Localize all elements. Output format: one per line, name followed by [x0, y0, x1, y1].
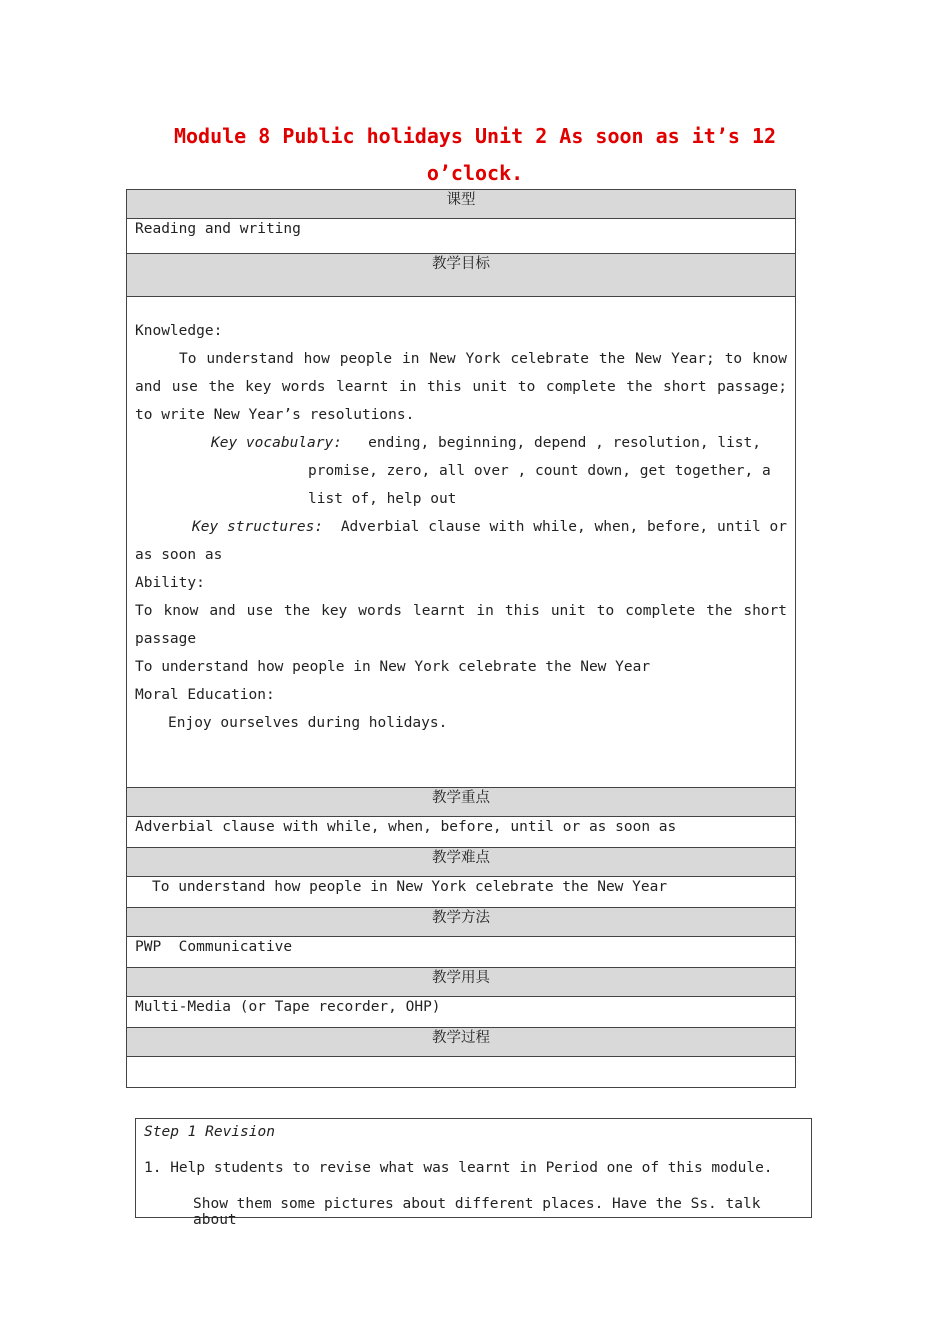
- key-vocab-label: Key vocabulary:: [211, 435, 342, 451]
- ability-line1: To know and use the key words learnt in this unit to complete the short passage: [135, 603, 787, 647]
- key-vocab-line3: list of, help out: [308, 491, 457, 507]
- moral-label: Moral Education:: [135, 687, 275, 703]
- knowledge-text: To understand how people in New York celebrate the New Year; to know and use the key words learnt in this unit to complete the short passage; to write New Year’s resolutions.: [135, 351, 787, 423]
- difficulties-heading: 教学难点: [127, 848, 796, 877]
- methods-heading: 教学方法: [127, 908, 796, 937]
- document-title-line2: o’clock.: [426, 161, 524, 185]
- moral-text: Enjoy ourselves during holidays.: [168, 715, 448, 731]
- methods-content: PWP Communicative: [127, 937, 796, 968]
- process-content: [127, 1057, 796, 1088]
- step1-box: [135, 1118, 812, 1228]
- key-structures-label: Key structures:: [192, 519, 324, 535]
- ability-line2: To understand how people in New York celebrate the New Year: [135, 659, 651, 675]
- objectives-heading: 教学目标: [127, 254, 796, 297]
- step1-title: Step 1 Revision: [144, 1124, 275, 1140]
- document-title-line1: Module 8 Public holidays Unit 2 As soon as it’s 12: [173, 124, 777, 148]
- aids-heading: 教学用具: [127, 968, 796, 997]
- key-points-content: Adverbial clause with while, when, before, until or as soon as: [127, 817, 796, 848]
- key-vocab-line1: ending, beginning, depend , resolution, list,: [368, 435, 761, 451]
- process-heading: 教学过程: [127, 1028, 796, 1057]
- difficulties-content: To understand how people in New York celebrate the New Year: [127, 877, 796, 908]
- step1-item1-continued: Show them some pictures about different places. Have the Ss. talk about: [193, 1196, 761, 1228]
- aids-content: Multi-Media (or Tape recorder, OHP): [127, 997, 796, 1028]
- course-type-heading: 课型: [127, 190, 796, 219]
- knowledge-label: Knowledge:: [135, 323, 223, 339]
- key-vocab-line2: promise, zero, all over , count down, get together, a: [308, 463, 771, 479]
- ability-label: Ability:: [135, 575, 205, 591]
- step1-item1: 1. Help students to revise what was learnt in Period one of this module.: [144, 1160, 773, 1176]
- key-points-heading: 教学重点: [127, 788, 796, 817]
- key-structures-text: Adverbial clause with while, when, before, until or as soon as: [135, 519, 787, 563]
- objectives-content: [127, 297, 796, 788]
- lesson-plan-table: [126, 189, 796, 1088]
- course-type-content: Reading and writing: [127, 219, 796, 254]
